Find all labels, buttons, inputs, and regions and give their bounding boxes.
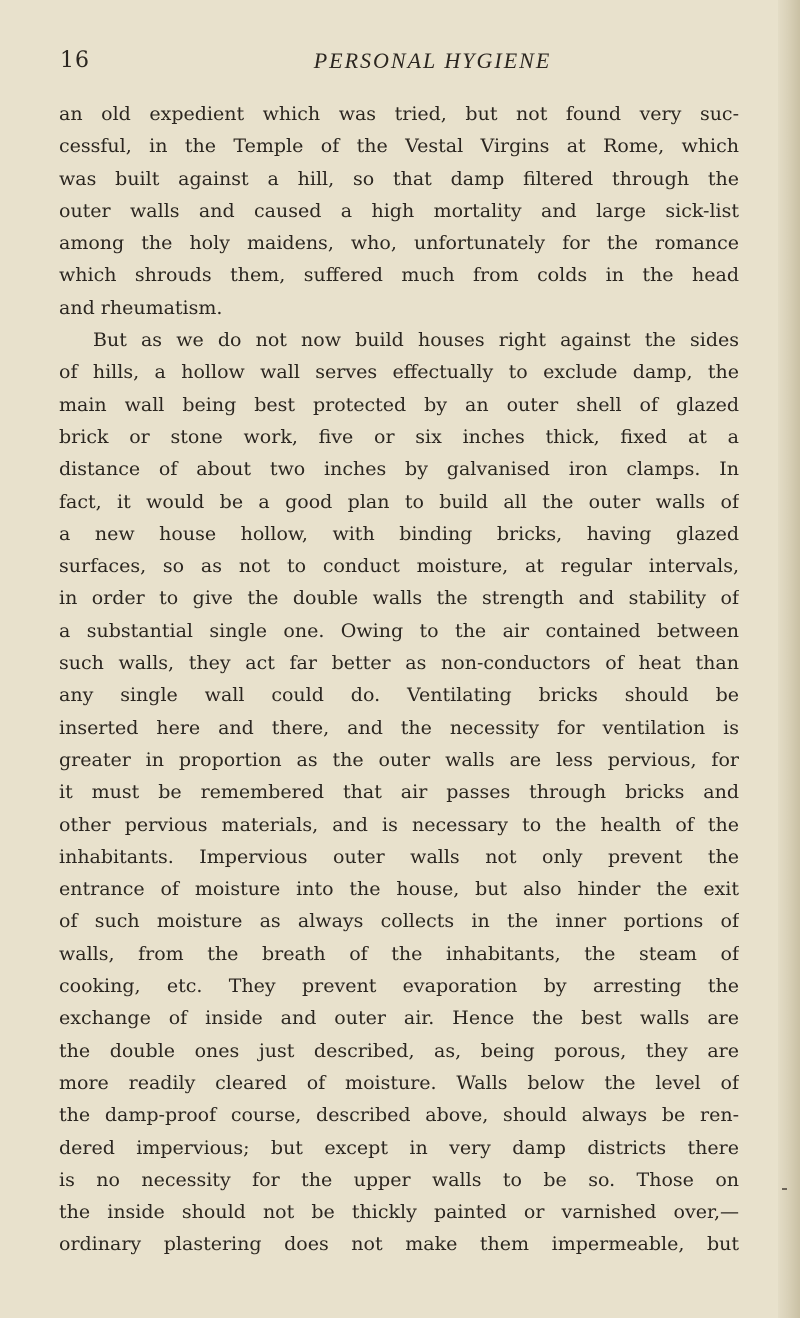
text-line: brick or stone work, five or six inches thick, fixed at a [59, 425, 739, 448]
text-line: entrance of moisture into the house, but also hinder the exit [59, 878, 739, 901]
page-number: 16 [60, 48, 90, 73]
text-line: an old expedient which was tried, but not found very suc- [59, 103, 739, 125]
text-line: other pervious materials, and is necessary to the health of the [59, 813, 739, 836]
running-head: PERSONAL HYGIENE [313, 48, 552, 73]
text-line: But as we do not now build houses right against the sides [93, 329, 739, 352]
text-line: and rheumatism. [59, 296, 223, 319]
text-line: ordinary plastering does not make them impermeable, but [59, 1233, 739, 1256]
text-line: of such moisture as always collects in the inner portions of [59, 910, 739, 933]
ink-speck [782, 1188, 787, 1190]
text-line: which shrouds them, suffered much from colds in the head [59, 264, 739, 287]
text-line: distance of about two inches by galvanised iron clamps. In [59, 458, 739, 481]
text-line: fact, it would be a good plan to build all the outer walls of [59, 490, 739, 513]
text-line: surfaces, so as not to conduct moisture, at regular intervals, [59, 555, 739, 578]
text-line: more readily cleared of moisture. Walls below the level of [59, 1071, 739, 1094]
text-line: outer walls and caused a high mortality and large sick-list [59, 199, 739, 222]
text-line: main wall being best protected by an outer shell of glazed [59, 393, 739, 416]
text-line: the double ones just described, as, being porous, they are [59, 1039, 739, 1062]
text-line: was built against a hill, so that damp filtered through the [59, 167, 739, 190]
text-line: in order to give the double walls the strength and stability of [59, 587, 739, 610]
text-line: inserted here and there, and the necessity for ventilation is [59, 716, 739, 739]
text-line: greater in proportion as the outer walls are less pervious, for [59, 748, 739, 771]
text-line: is no necessity for the upper walls to be so. Those on [59, 1168, 739, 1191]
text-line: any single wall could do. Ventilating bricks should be [59, 684, 739, 707]
text-line: cooking, etc. They prevent evaporation by arresting the [59, 975, 739, 998]
text-line: exchange of inside and outer air. Hence the best walls are [59, 1007, 739, 1030]
text-line: the inside should not be thickly painted or varnished over,— [59, 1201, 739, 1224]
text-line: of hills, a hollow wall serves effectually to exclude damp, the [59, 361, 739, 384]
text-line: walls, from the breath of the inhabitants, the steam of [59, 942, 739, 965]
text-line: cessful, in the Temple of the Vestal Virgins at Rome, which [59, 135, 739, 158]
text-line: the damp-proof course, described above, should always be ren- [59, 1104, 739, 1127]
page-edge-shadow [778, 0, 800, 1318]
text-line: a new house hollow, with binding bricks, having glazed [59, 522, 739, 545]
text-line: among the holy maidens, who, unfortunately for the romance [59, 232, 739, 255]
text-line: a substantial single one. Owing to the air contained between [59, 619, 739, 642]
text-line: it must be remembered that air passes through bricks and [59, 781, 739, 804]
text-line: such walls, they act far better as non-conductors of heat than [59, 652, 739, 675]
page-header [60, 46, 710, 76]
body-text [59, 98, 739, 1261]
text-line: dered impervious; but except in very damp districts there [59, 1136, 739, 1159]
text-line: inhabitants. Impervious outer walls not only prevent the [59, 845, 739, 868]
